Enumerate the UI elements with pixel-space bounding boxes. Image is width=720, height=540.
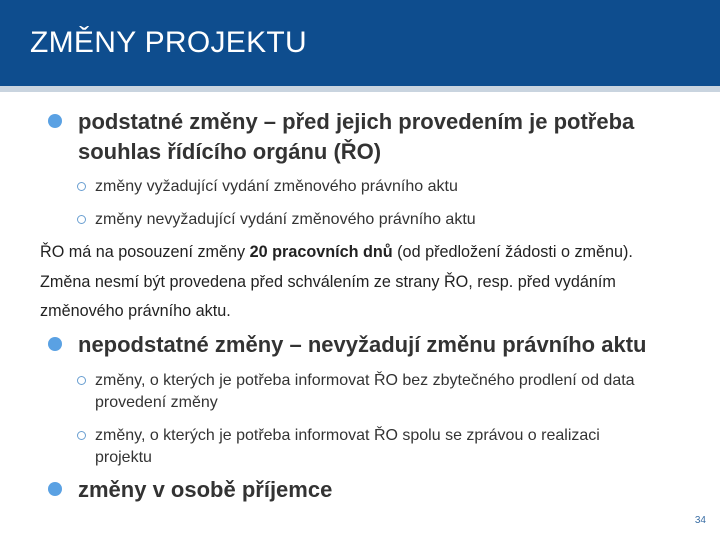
deadline-note-line2: Změna nesmí být provedena před schválením ze strany ŘO, resp. před vydáním: [40, 273, 616, 291]
bullet-dot-icon: [48, 482, 62, 496]
bullet-podstatne-line1: podstatné změny – před jejich provedením je potřeba: [78, 109, 635, 134]
sub-bullet-text-line2: projektu: [95, 449, 152, 466]
header-divider: [0, 86, 720, 92]
slide-header: [0, 0, 720, 86]
deadline-note-line1: [40, 238, 712, 267]
sub-bullet-text-line2: provedení změny: [95, 394, 218, 411]
sub-bullet-text: změny vyžadující vydání změnového právního aktu: [95, 178, 458, 195]
sub-bullet-ring-icon: [77, 431, 86, 440]
bullet-nepodstatne: nepodstatné změny – nevyžadují změnu právního aktu: [78, 332, 647, 357]
slide-title: ZMĚNY PROJEKTU: [30, 26, 308, 59]
sub-bullet-ring-icon: [77, 376, 86, 385]
deadline-note-prefix: ŘO má na posouzení změny: [40, 243, 250, 261]
sub-bullet-ring-icon: [77, 215, 86, 224]
sub-bullet-text-line1: změny, o kterých je potřeba informovat ŘO bez zbytečného prodlení od data: [95, 372, 635, 389]
deadline-note-bold: 20 pracovních dnů: [249, 243, 393, 261]
deadline-note-suffix: (od předložení žádosti o změnu).: [392, 243, 633, 261]
bullet-zmeny-prijemce: změny v osobě příjemce: [78, 477, 333, 502]
sub-bullet-text: změny nevyžadující vydání změnového právního aktu: [95, 211, 476, 228]
bullet-dot-icon: [48, 337, 62, 351]
bullet-podstatne-line2: souhlas řídícího orgánu (ŘO): [78, 139, 382, 164]
sub-bullet-text-line1: změny, o kterých je potřeba informovat ŘO spolu se zprávou o realizaci: [95, 427, 600, 444]
bullet-dot-icon: [48, 114, 62, 128]
sub-bullet-ring-icon: [77, 182, 86, 191]
deadline-note-line3: změnového právního aktu.: [40, 302, 231, 320]
page-number: 34: [694, 515, 706, 526]
